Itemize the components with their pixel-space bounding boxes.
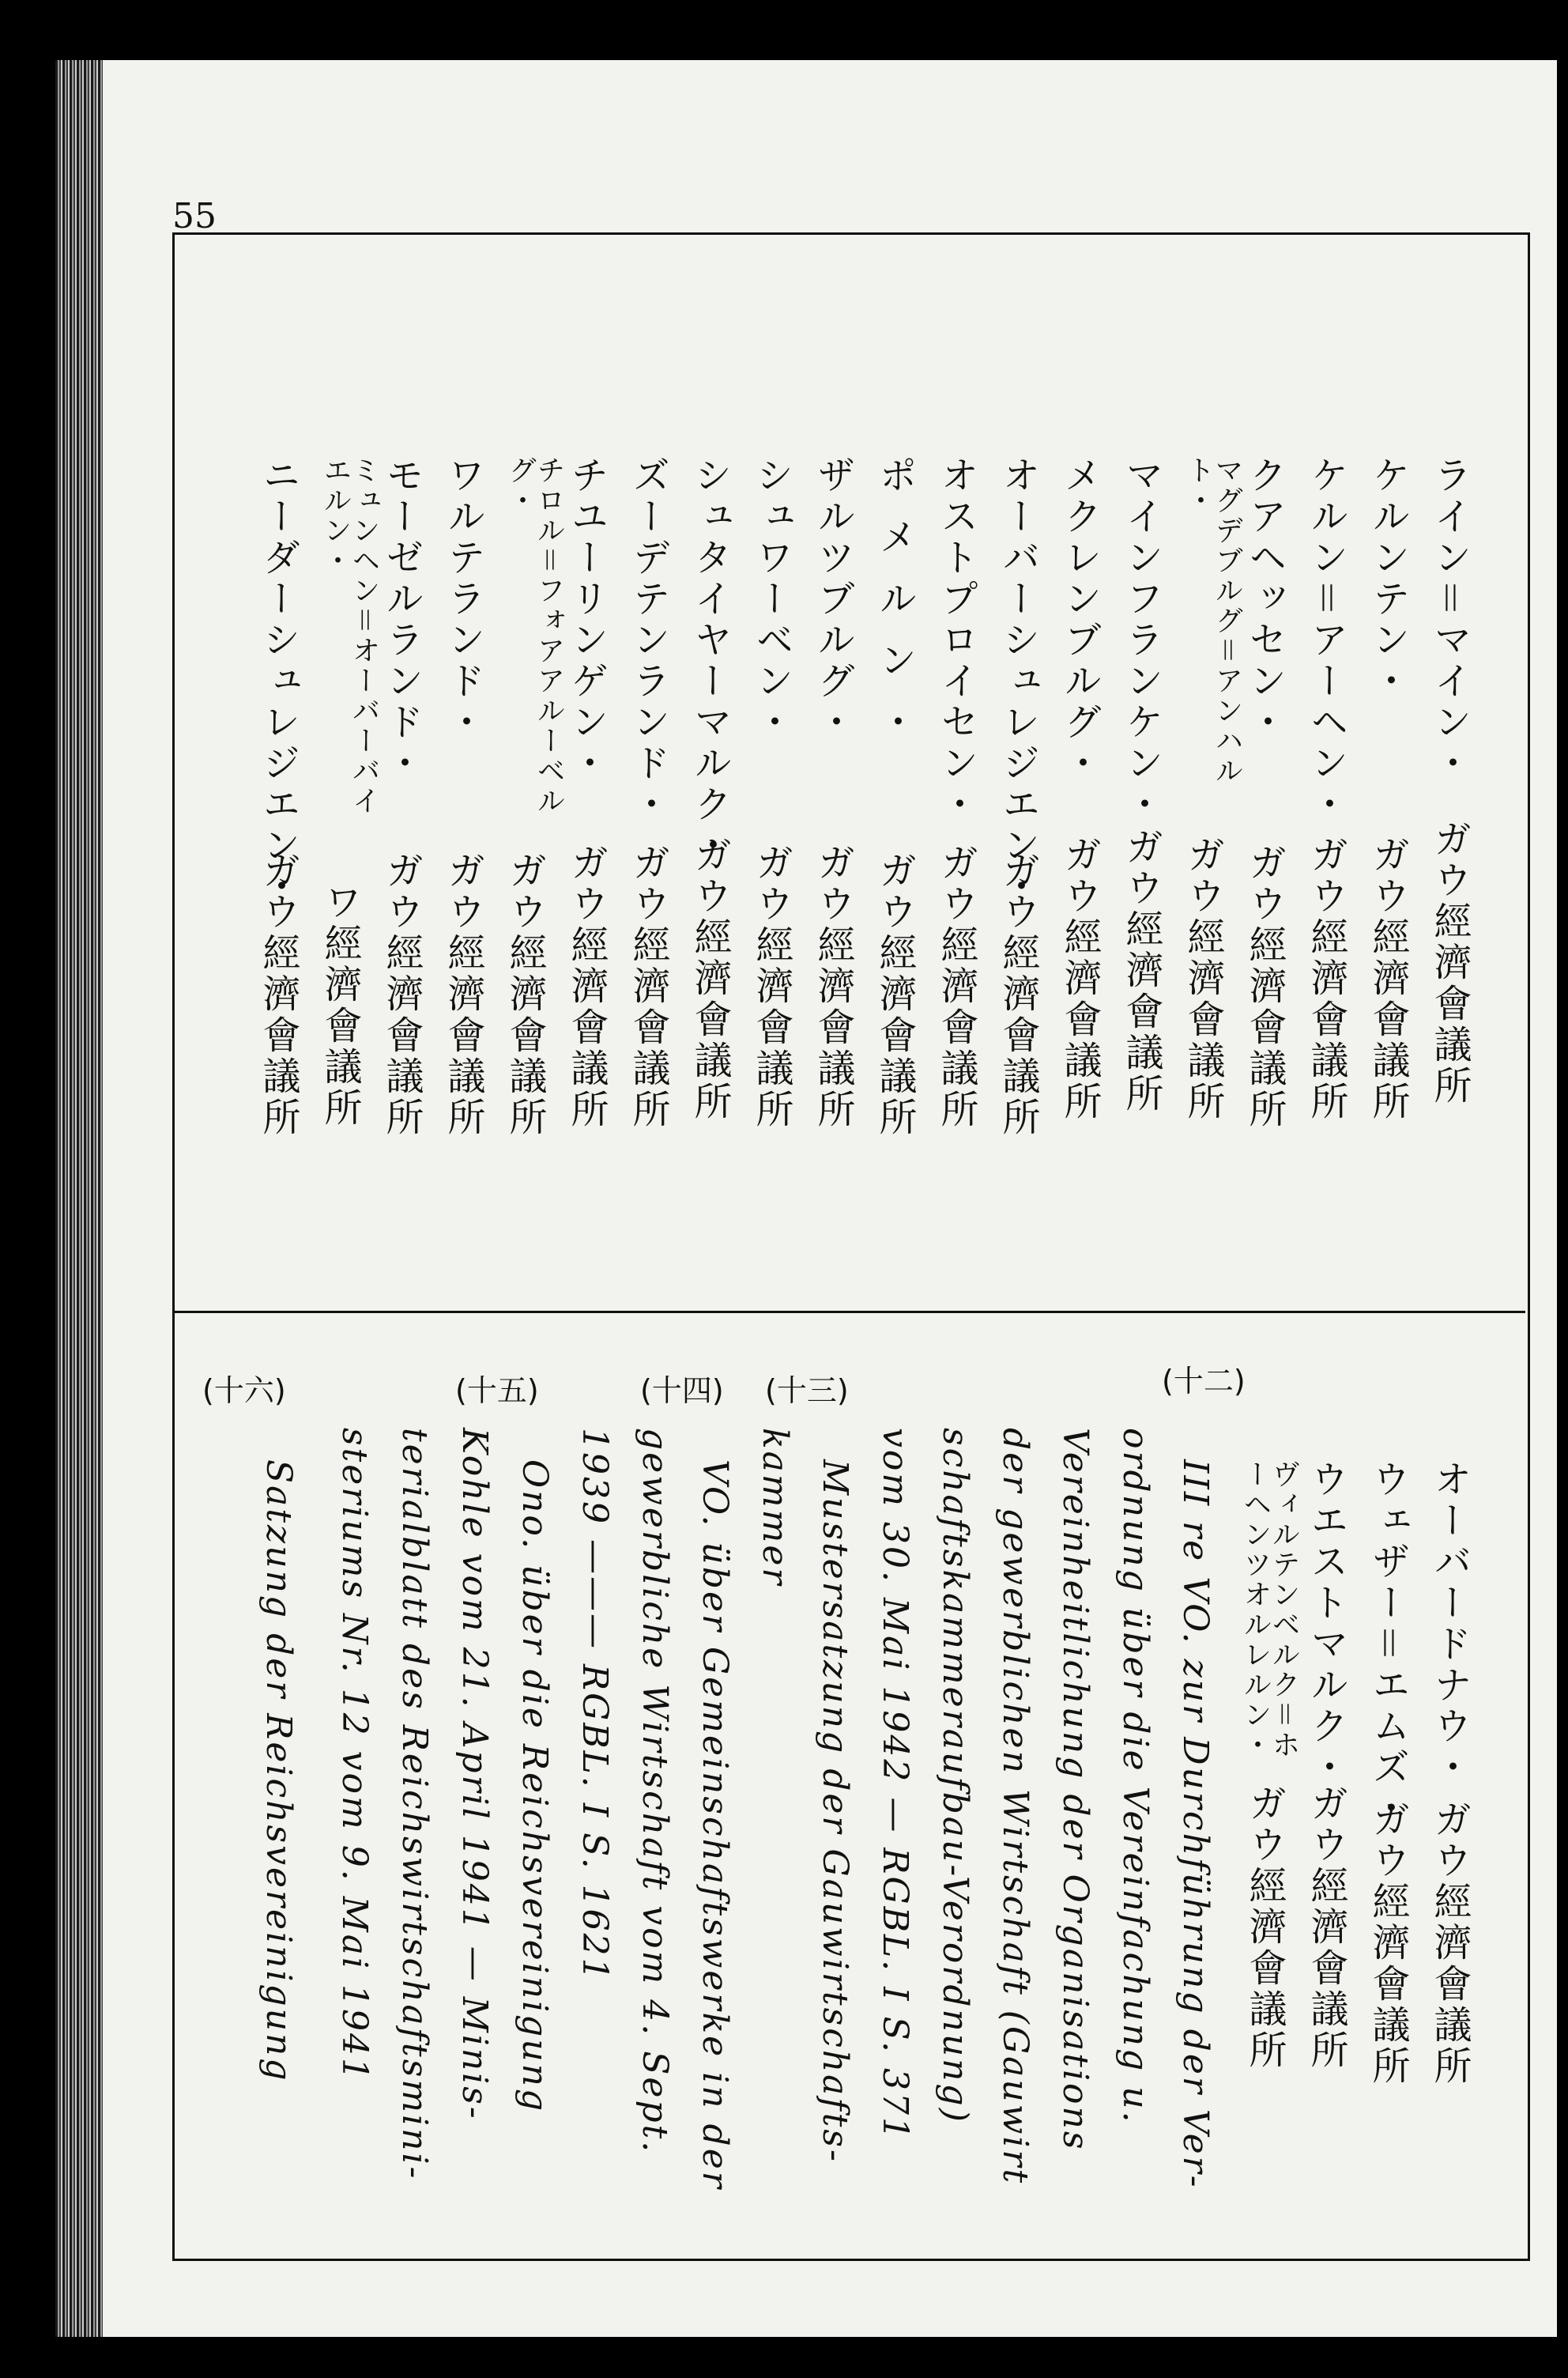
top-entry-office: ガウ經濟會議所: [934, 843, 978, 1130]
top-entry-region: ニーダーシュレジエン・: [256, 455, 300, 908]
top-entry-region: ケルンテン・: [1366, 455, 1410, 702]
top-entry-office: ワ經濟會議所: [318, 882, 362, 1129]
top-entry-office: ガウ經濟會議所: [688, 835, 732, 1123]
top-entry-office: ガウ經濟會議所: [626, 843, 670, 1130]
top-entry-office: ガウ經濟會議所: [441, 851, 485, 1138]
note-line: vom 30. Mai 1942 — RGBL. I S. 371: [875, 1428, 915, 2142]
top-entry-region: ポメルン・: [873, 455, 917, 764]
top-entry-office: ガウ經濟會議所: [1119, 827, 1163, 1115]
note-mark: (十二): [1162, 1364, 1246, 1398]
top-entry-office: ガウ經濟會議所: [1304, 835, 1348, 1123]
bottom-entry-office: ガウ經濟會議所: [1304, 1784, 1348, 2071]
note-line: VO. über Gemeinschaftswerke in der: [695, 1459, 735, 2191]
top-entry-region: マインフランケン・: [1119, 455, 1163, 825]
top-entry-region: ライン＝マイン・: [1427, 455, 1472, 785]
top-entry-region: シュワーベン・: [749, 455, 793, 743]
note-line: ordnung über die Vereinfachung u.: [1115, 1428, 1155, 2125]
page-number: 55: [172, 196, 217, 236]
top-entry-office: ガウ經濟會議所: [749, 843, 793, 1130]
top-entry-office: ガウ經濟會議所: [1242, 843, 1287, 1130]
note-line: Mustersatzung der Gauwirtschafts-: [815, 1459, 855, 2164]
top-entry-region: ザルツブルグ・: [811, 455, 855, 743]
bottom-entry-office: ガウ經濟會議所: [1366, 1799, 1410, 2087]
note-line: schaftskammeraufbau-Verordnung): [935, 1428, 975, 2124]
top-entry-office: ガウ經濟會議所: [1427, 819, 1472, 1107]
note-line: Kohle vom 21. April 1941 — Minis-: [454, 1428, 495, 2121]
top-entry-office: ガウ經濟會議所: [811, 843, 855, 1130]
top-entry-office: ガウ經濟會議所: [379, 851, 424, 1138]
top-entry-region: オーバーシュレジエン・: [996, 455, 1040, 908]
bottom-entry-region: オーバードナウ・: [1427, 1459, 1472, 1788]
bottom-entry-region: ヴィルテンベルク＝ホーヘンツオルレルン・: [1239, 1459, 1300, 1760]
bottom-entry-office: ガウ經濟會議所: [1242, 1784, 1287, 2071]
top-entry-office: ガウ經濟會議所: [503, 851, 547, 1138]
section-divider: [172, 1311, 1525, 1313]
top-entry-region: ケルン＝アーヘン・: [1304, 455, 1348, 826]
note-line: kammer: [755, 1428, 795, 1587]
note-line: III re VO. zur Durchführung der Ver-: [1175, 1459, 1216, 2190]
top-entry-region: ズーデテンランド・: [626, 455, 670, 825]
document-page: [55, 60, 1557, 2337]
top-entry-region: チユーリンゲン・: [564, 455, 609, 784]
top-entry-office: ガウ經濟會議所: [256, 851, 300, 1138]
note-mark: (十六): [202, 1373, 286, 1408]
top-entry-office: ガウ經濟會議所: [564, 843, 609, 1130]
book-binding-edge: [55, 60, 103, 2337]
bottom-entry-office: ガウ經濟會議所: [1427, 1799, 1472, 2087]
top-entry-region: シュタイヤーマルク・: [688, 455, 732, 866]
note-line: terialblatt des Reichswirtschaftsmini-: [394, 1428, 435, 2181]
top-entry-region: チロル＝フォアアルーベルグ・: [504, 455, 565, 816]
note-mark: (十五): [455, 1373, 539, 1408]
note-line: Vereinheitlichung der Organisations: [1055, 1428, 1095, 2152]
note-line: steriums Nr. 12 vom 9. Mai 1941: [334, 1428, 375, 2083]
top-entry-region: メクレンブルグ・: [1057, 455, 1102, 784]
note-line: gewerbliche Wirtschaft vom 4. Sept.: [635, 1428, 675, 2155]
top-entry-office: ガウ經濟會議所: [1181, 835, 1225, 1123]
top-entry-office: ガウ經濟會議所: [873, 851, 917, 1138]
note-line: Ono. über die Reichsvereinigung: [514, 1459, 555, 2114]
top-entry-region: モーゼルランド・: [379, 455, 424, 784]
top-entry-region: ワルテランド・: [441, 455, 485, 743]
top-entry-region: マグデブルグ＝アンハルト・: [1182, 455, 1243, 786]
note-line: der gewerblichen Wirtschaft (Gauwirt: [995, 1428, 1035, 2186]
bottom-entry-region: ウェザー＝エムズ・: [1366, 1459, 1410, 1830]
note-mark: (十三): [765, 1373, 849, 1408]
note-line: 1939 ——— RGBL. I S. 1621: [575, 1428, 615, 1983]
top-entry-office: ガウ經濟會議所: [1366, 835, 1410, 1123]
top-entry-region: クアヘッセン・: [1242, 455, 1287, 743]
top-entry-region: ミュンヘン＝オーバーバイエルン・: [319, 455, 380, 816]
bottom-entry-region: ウエストマルク・: [1304, 1459, 1348, 1788]
top-entry-region: オストプロイセン・: [934, 455, 978, 825]
note-line: Satzung der Reichsvereinigung: [258, 1459, 299, 2083]
note-mark: (十四): [640, 1373, 724, 1408]
top-entry-office: ガウ經濟會議所: [1057, 835, 1102, 1123]
top-entry-office: ガウ經濟會議所: [996, 851, 1040, 1138]
